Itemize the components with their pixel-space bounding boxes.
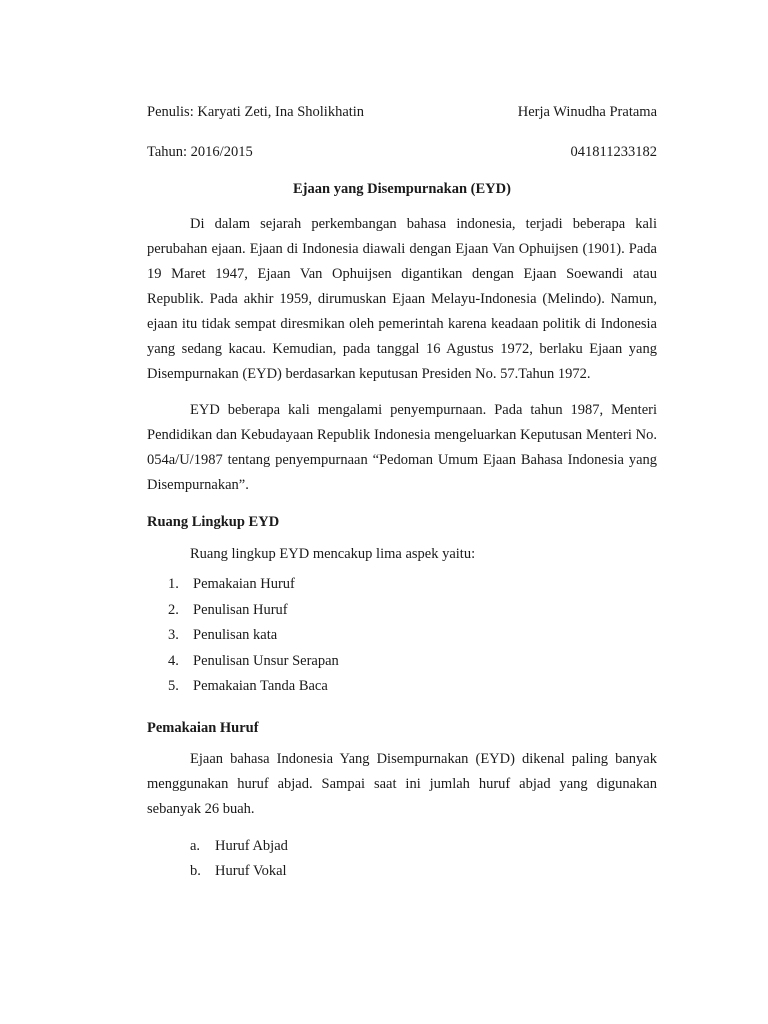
section-heading-scope: Ruang Lingkup EYD bbox=[147, 514, 280, 530]
year-row bbox=[147, 141, 657, 163]
paragraph-history: Di dalam sejarah perkembangan bahasa indonesia, terjadi beberapa kali perubahan ejaan. Ejaan di Indonesia diawali dengan Ejaan Van Ophuijsen (1901). Pada 19 Maret 1947, Ejaan Van Ophuijsen digantikan dengan Ejaan Soewandi atau Republik. Pada akhir 1959, dirumuskan Ejaan Melayu-Indonesia (Melindo). Namun, ejaan itu tidak sempat diresmikan oleh pemerintah karena keadaan politik di Indonesia yang sedang kacau. Kemudian, pada tanggal 16 Agustus 1972, berlaku Ejaan yang Disempurnakan (EYD) berdasarkan keputusan Presiden No. 57.Tahun 1972. bbox=[147, 216, 657, 382]
list-marker: 4. bbox=[168, 652, 179, 669]
scope-intro: Ruang lingkup EYD mencakup lima aspek yaitu: bbox=[190, 546, 476, 562]
letters-list bbox=[147, 835, 657, 886]
list-marker: 5. bbox=[168, 678, 179, 694]
list-item bbox=[147, 624, 657, 650]
student-id: 041811233182 bbox=[570, 144, 657, 160]
author-label: Penulis: Karyati Zeti, Ina Sholikhatin bbox=[147, 104, 365, 120]
list-item-text: Penulisan Unsur Serapan bbox=[193, 652, 339, 669]
scope-list bbox=[147, 573, 657, 701]
list-marker: 1. bbox=[168, 576, 179, 592]
list-item bbox=[147, 650, 657, 676]
list-marker: 3. bbox=[168, 627, 179, 643]
list-item bbox=[147, 599, 657, 625]
list-item bbox=[147, 675, 657, 701]
document-title: Ejaan yang Disempurnakan (EYD) bbox=[293, 181, 511, 197]
list-item-text: Pemakaian Huruf bbox=[193, 576, 295, 592]
list-marker: a. bbox=[190, 837, 201, 854]
year-label: Tahun: 2016/2015 bbox=[147, 144, 253, 160]
list-item-text: Huruf Vokal bbox=[215, 863, 287, 879]
document-body bbox=[147, 101, 657, 886]
list-item-text: Penulisan Huruf bbox=[193, 601, 288, 618]
list-item bbox=[147, 573, 657, 599]
list-item-text: Pemakaian Tanda Baca bbox=[193, 678, 328, 694]
paragraph-letters: Ejaan bahasa Indonesia Yang Disempurnakan (EYD) dikenal paling banyak menggunakan huruf abjad. Sampai saat ini jumlah huruf abjad yang digunakan sebanyak 26 buah. bbox=[147, 750, 657, 817]
list-item-text: Penulisan kata bbox=[193, 627, 278, 643]
list-item-text: Huruf Abjad bbox=[215, 837, 288, 854]
list-marker: b. bbox=[190, 863, 201, 879]
list-marker: 2. bbox=[168, 601, 179, 618]
author-row bbox=[147, 101, 657, 123]
list-item bbox=[147, 860, 657, 886]
paragraph-revision: EYD beberapa kali mengalami penyempurnaan. Pada tahun 1987, Menteri Pendidikan dan Kebudayaan Republik Indonesia mengeluarkan Keputusan Menteri No. 054a/U/1987 tentang penyempurnaan “Pedoman Umum Ejaan Bahasa Indonesia yang Disempurnakan”. bbox=[147, 402, 657, 493]
section-heading-letters: Pemakaian Huruf bbox=[147, 719, 259, 736]
list-item bbox=[147, 835, 657, 861]
author-right: Herja Winudha Pratama bbox=[517, 104, 657, 120]
